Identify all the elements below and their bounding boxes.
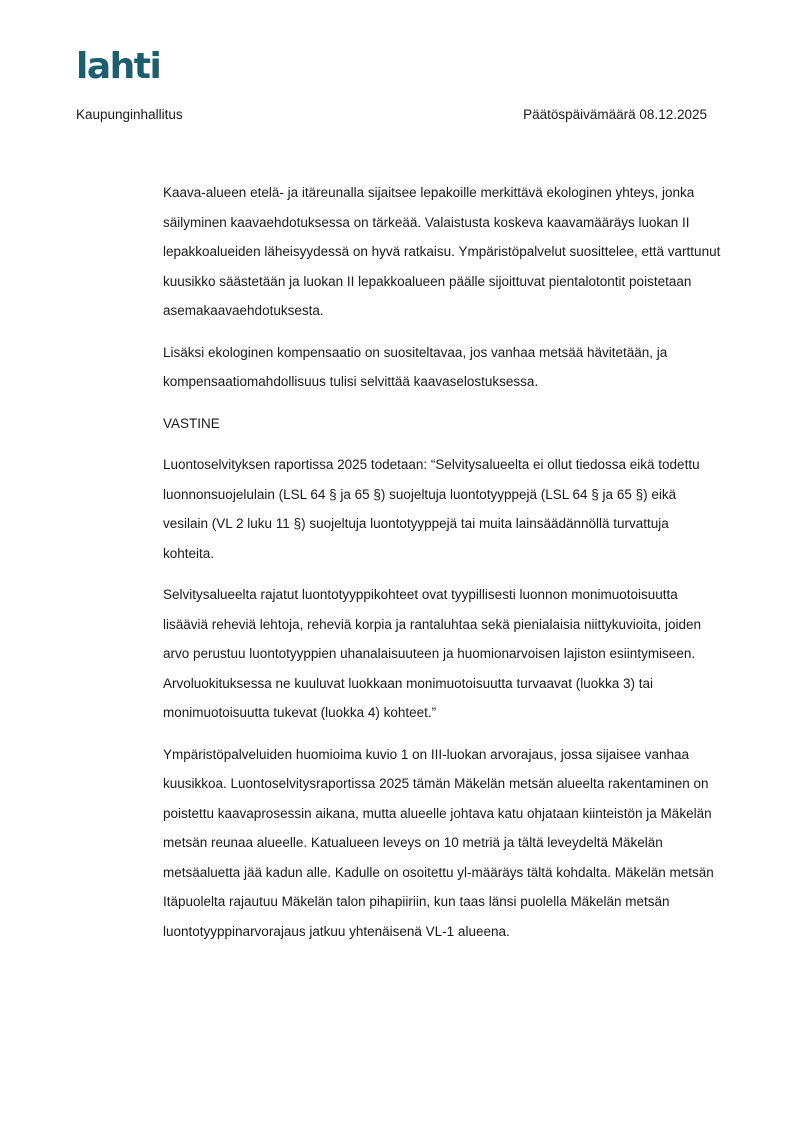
paragraph: Selvitysalueelta rajatut luontotyyppikohteet ovat tyypillisesti luonnon monimuotoisuutta lisääviä reheviä lehtoja, reheviä korpia ja rantaluhtaa sekä pienialaisia niittykuvioita, joiden arvo perustuu luontotyyppien uhanalaisuuteen ja huomionarvoisen lajiston esiintymiseen. Arvoluokituksessa ne kuuluvat luokkaan monimuotoisuutta turvaavat (luokka 3) tai monimuotoisuutta tukevat (luokka 4) kohteet.” <box>163 587 702 720</box>
lahti-logo <box>76 44 168 84</box>
svg-text:lahti: lahti <box>76 46 161 84</box>
decision-date: Päätöspäivämäärä 08.12.2025 <box>523 107 707 122</box>
paragraph: Luontoselvityksen raportissa 2025 todetaan: “Selvitysalueelta ei ollut tiedossa eikä todettu luonnonsuojelulain (LSL 64 § ja 65 §) suojeltuja luontotyyppejä (LSL 64 § ja 65 §) eikä vesilain (VL 2 luku 11 §) suojeltuja luontotyyppejä tai muita lainsäädännöllä turvattuja kohteita. <box>163 457 700 561</box>
paragraph: Kaava-alueen etelä- ja itäreunalla sijaitsee lepakoille merkittävä ekologinen yhteys, jonka säilyminen kaavaehdotuksessa on tärkeää. Valaistusta koskeva kaavamääräys luokan II lepakkoalueiden läheisyydessä on hyvä ratkaisu. Ympäristöpalvelut suosittelee, että varttunut kuusikko säästetään ja luokan II lepakkoalueen päälle sijoittuvat pientalotontit poistetaan asemakaavaehdotuksesta. <box>163 185 721 318</box>
document-body <box>163 178 723 958</box>
section-heading: VASTINE <box>163 415 220 431</box>
paragraph: Ympäristöpalveluiden huomioima kuvio 1 on III-luokan arvorajaus, jossa sijaisee vanhaa kuusikkoa. Luontoselvitysraportissa 2025 tämän Mäkelän metsän alueelta rakentaminen on poistettu kaavaprosessin aikana, mutta alueelle johtava katu ohjataan kiinteistön ja Mäkelän metsän reunaa alueelle. Katualueen leveys on 10 metriä ja tältä leveydeltä Mäkelän metsäaluetta jää kadun alle. Kadulle on osoitettu yl-määräys tältä kohdalta. Mäkelän metsän Itäpuolelta rajautuu Mäkelän talon pihapiiriin, kun taas länsi puolella Mäkelän metsän luontotyyppinarvorajaus jatkuu yhtenäisenä VL-1 alueena. <box>163 746 714 939</box>
organization-name: Kaupunginhallitus <box>76 107 183 122</box>
paragraph: Lisäksi ekologinen kompensaatio on suositeltavaa, jos vanhaa metsää hävitetään, ja kompensaatiomahdollisuus tulisi selvittää kaavaselostuksessa. <box>163 344 668 389</box>
